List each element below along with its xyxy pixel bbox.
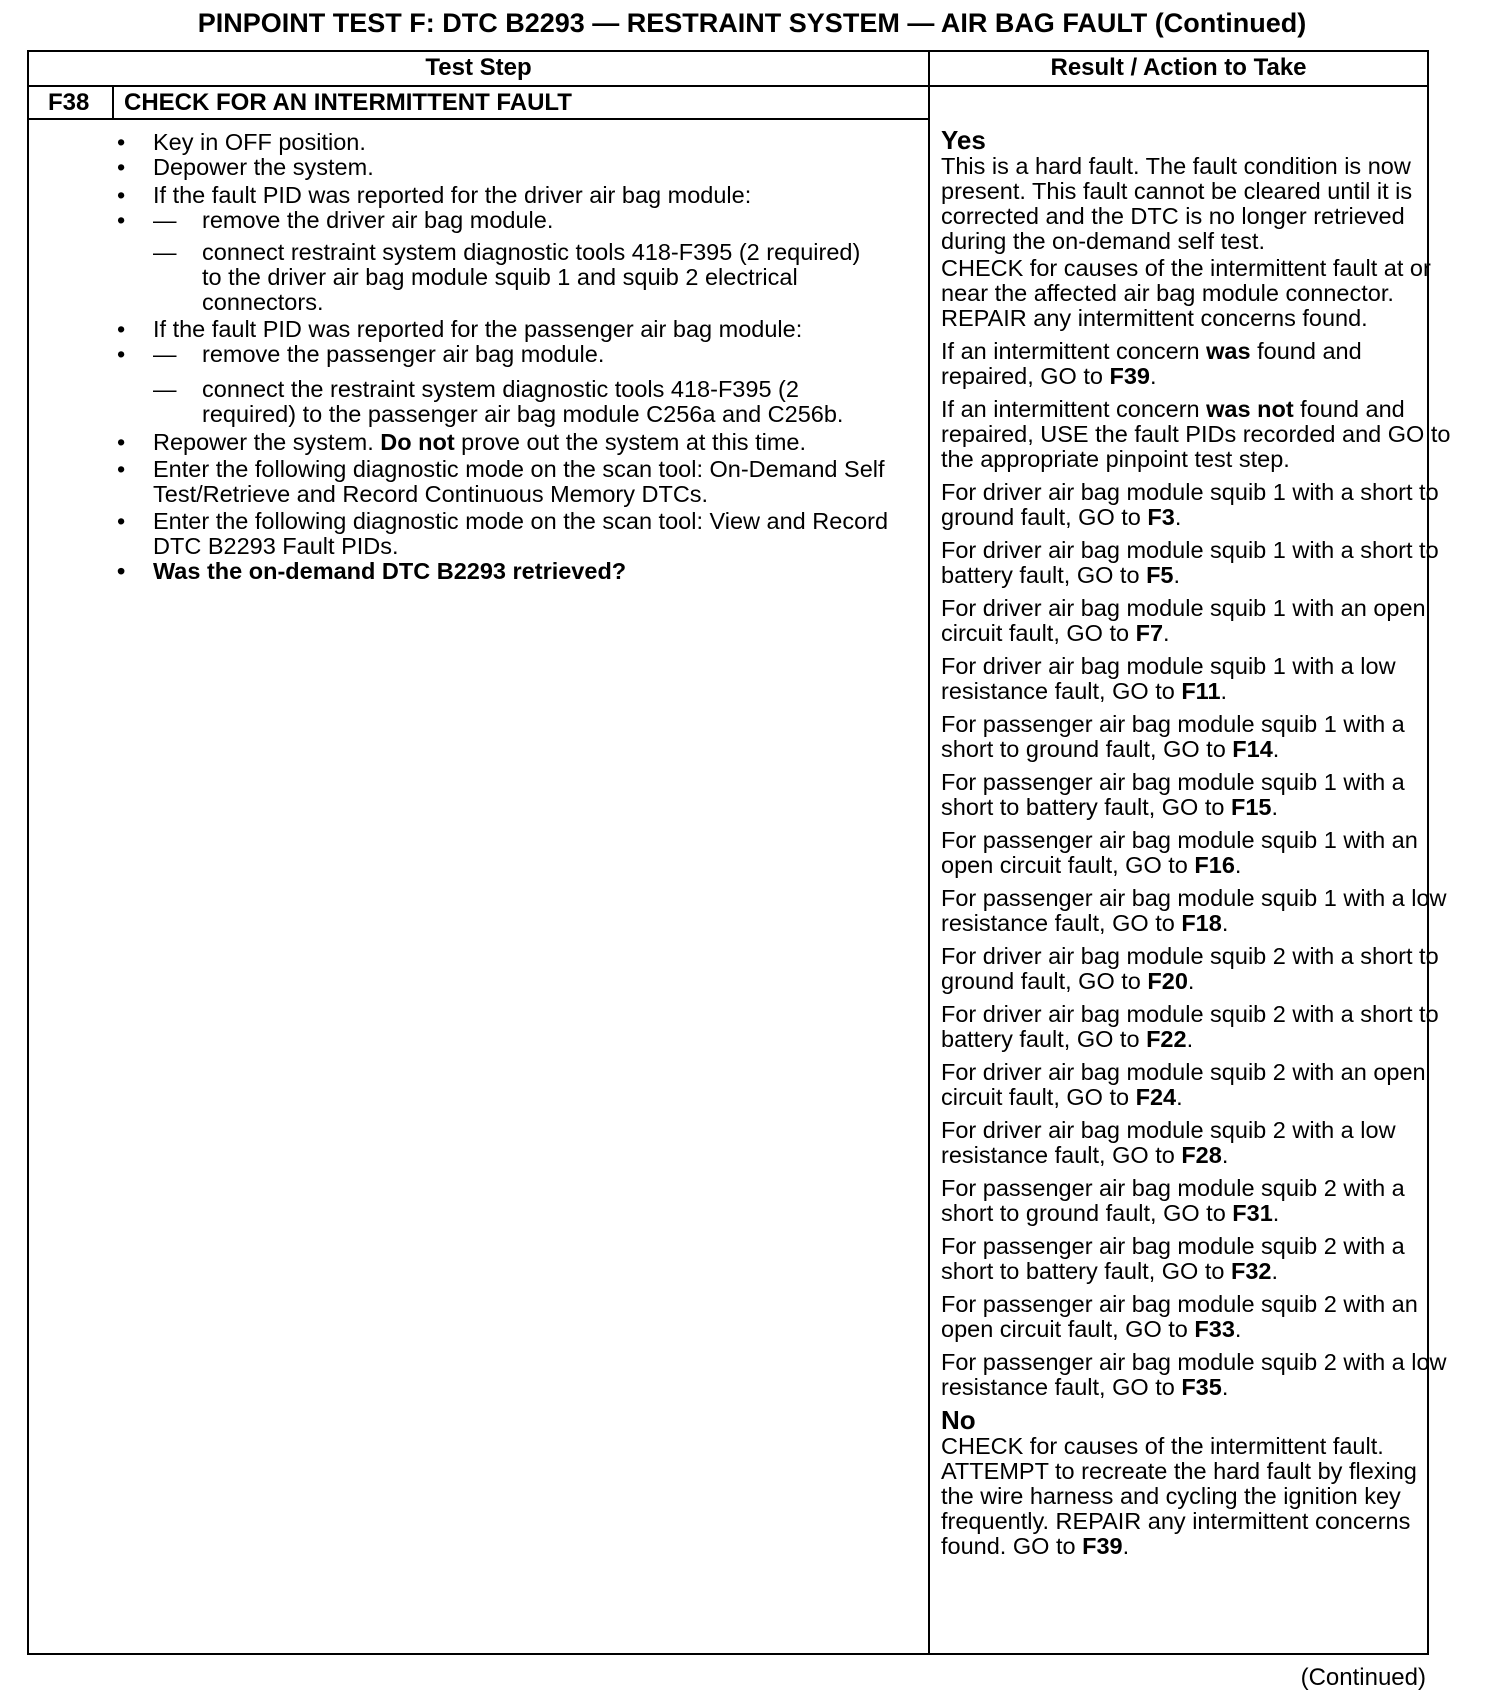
yes-label: Yes [941,125,986,155]
route-text: For passenger air bag module squib 1 with a low resistance fault, GO to [941,885,1447,936]
route-text: For passenger air bag module squib 1 with a short to ground fault, GO to [941,711,1405,762]
step-item [117,430,917,455]
step-link[interactable]: F11 [1181,678,1221,704]
step-question: • Was the on-demand DTC B2293 retrieved? [117,559,917,584]
step-link[interactable]: F35 [1181,1374,1222,1400]
step-subgroup [117,208,917,315]
step-subgroup [117,342,917,427]
route-text: For driver air bag module squib 2 with an open circuit fault, GO to [941,1059,1426,1110]
period: . [1221,1142,1229,1168]
route-item [941,1176,1451,1226]
text: CHECK for causes of the intermittent fault. ATTEMPT to recreate the hard fault by flexing the wire harness and cycling the ignition key frequently. REPAIR any intermittent concerns found. GO to [941,1433,1417,1559]
route-text: For passenger air bag module squib 2 with a short to ground fault, GO to [941,1175,1405,1226]
text: If an intermittent concern [941,396,1207,422]
period: . [1234,852,1242,878]
route-item [941,538,1451,588]
period: . [1221,910,1229,936]
period: . [1272,736,1280,762]
route-text: For driver air bag module squib 1 with a short to ground fault, GO to [941,479,1439,530]
route-item [941,1350,1451,1400]
pinpoint-test-table [27,50,1451,1655]
step-link[interactable]: F32 [1230,1258,1272,1284]
route-item [941,1292,1451,1342]
period: . [1176,1084,1183,1110]
route-item [941,944,1451,994]
step-subitem: — connect the restraint system diagnostic tools 418-F395 (2 required) to the passenger air bag module C256a and C256b. [153,377,882,427]
period: . [1220,678,1228,704]
step-item: • Key in OFF position. [117,130,917,155]
route-text: For passenger air bag module squib 1 with an open circuit fault, GO to [941,827,1418,878]
step-item: • If the fault PID was reported for the passenger air bag module: [117,317,917,342]
header-divider [29,85,1427,87]
no-paragraph [941,1434,1451,1559]
step-text: prove out the system at this time. [454,429,806,455]
route-item [941,1060,1451,1110]
step-subitem: — • remove the driver air bag module. [153,208,917,233]
text: found and repaired, USE the fault PIDs recorded and GO to the appropriate pinpoint test step. [941,396,1451,472]
step-item: • Depower the system. [117,155,917,180]
route-item [941,654,1451,704]
route-item [941,828,1451,878]
route-list [941,480,1451,1400]
step-subitem: — • remove the passenger air bag module. [153,342,917,367]
column-divider [928,52,930,1653]
step-link[interactable]: F39 [1082,1533,1123,1559]
step-link[interactable]: F18 [1181,910,1222,936]
route-text: For driver air bag module squib 2 with a low resistance fault, GO to [941,1117,1396,1168]
route-item [941,770,1451,820]
period: . [1234,1316,1242,1342]
route-text: For passenger air bag module squib 1 with a short to battery fault, GO to [941,769,1405,820]
continued-note: (Continued) [1300,1664,1426,1691]
route-item [941,1234,1451,1284]
route-text: For passenger air bag module squib 2 with a short to battery fault, GO to [941,1233,1405,1284]
period: . [1173,562,1181,588]
step-item: • Enter the following diagnostic mode on the scan tool: View and Record DTC B2293 Fault PIDs. [117,509,917,559]
result-header: Result / Action to Take [1050,54,1307,81]
route-text: For passenger air bag module squib 2 with an open circuit fault, GO to [941,1291,1418,1342]
period: . [1186,1026,1194,1052]
step-link[interactable]: F5 [1146,562,1174,588]
route-text: For driver air bag module squib 1 with a low resistance fault, GO to [941,653,1396,704]
period: . [1272,1200,1280,1226]
period: . [1174,504,1182,530]
route-item [941,1002,1451,1052]
step-number-divider [112,87,114,118]
step-link[interactable]: F15 [1230,794,1272,820]
route-item [941,712,1451,762]
step-link[interactable]: F28 [1181,1142,1222,1168]
route-item [941,596,1451,646]
period: . [1163,620,1170,646]
yes-paragraph [941,397,1451,472]
route-text: For driver air bag module squib 2 with a short to ground fault, GO to [941,943,1439,994]
step-item: • If the fault PID was reported for the driver air bag module: [117,183,917,208]
period: . [1187,968,1195,994]
step-link[interactable]: F31 [1232,1200,1273,1226]
step-title-divider [29,118,928,120]
step-link[interactable]: F33 [1194,1316,1235,1342]
step-text: Repower the system. [153,429,381,455]
route-item [941,480,1451,530]
page-title: PINPOINT TEST F: DTC B2293 — RESTRAINT SYSTEM — AIR BAG FAULT (Continued) [197,8,1307,38]
step-link[interactable]: F20 [1147,968,1188,994]
emphasis: was not [1206,396,1294,422]
yes-paragraph: CHECK for causes of the intermittent fault at or near the affected air bag module connector. REPAIR any intermittent concerns found. [941,255,1431,331]
period: . [1271,794,1278,820]
period: . [1271,1258,1278,1284]
emphasis: Do not [380,429,455,455]
no-label: No [941,1405,976,1435]
route-item [941,1118,1451,1168]
step-link[interactable]: F7 [1135,620,1164,646]
step-link[interactable]: F22 [1146,1026,1187,1052]
test-step-header: Test Step [425,54,532,81]
step-link[interactable]: F24 [1135,1084,1177,1110]
route-item [941,886,1451,936]
yes-paragraph: This is a hard fault. The fault condition is now present. This fault cannot be cleared until it is corrected and the DTC is no longer retrieved during the on-demand self test. [941,153,1413,254]
route-text: For driver air bag module squib 2 with a short to battery fault, GO to [941,1001,1439,1052]
step-link[interactable]: F39 [1109,363,1150,389]
route-text: For driver air bag module squib 1 with an open circuit fault, GO to [941,595,1426,646]
step-subitem: — connect restraint system diagnostic tools 418-F395 (2 required) to the driver air bag module squib 1 and squib 2 electrical connectors. [153,240,882,315]
emphasis: was [1206,338,1251,364]
period: . [1221,1374,1229,1400]
text: If an intermittent concern [941,338,1207,364]
step-item: • Enter the following diagnostic mode on the scan tool: On-Demand Self Test/Retrieve and Record Continuous Memory DTCs. [117,457,917,507]
text: . [1122,1533,1130,1559]
step-number: F38 [48,89,90,116]
route-text: For passenger air bag module squib 2 with a low resistance fault, GO to [941,1349,1447,1400]
step-link[interactable]: F16 [1194,852,1235,878]
route-text: For driver air bag module squib 1 with a short to battery fault, GO to [941,537,1439,588]
text: found and repaired, GO to [941,338,1362,389]
result-column [941,126,1451,1559]
step-title: CHECK FOR AN INTERMITTENT FAULT [124,89,572,116]
step-link[interactable]: F14 [1232,736,1273,762]
step-link[interactable]: F3 [1147,504,1175,530]
text: . [1150,363,1157,389]
yes-paragraph [941,339,1451,389]
test-step-list [117,130,917,584]
